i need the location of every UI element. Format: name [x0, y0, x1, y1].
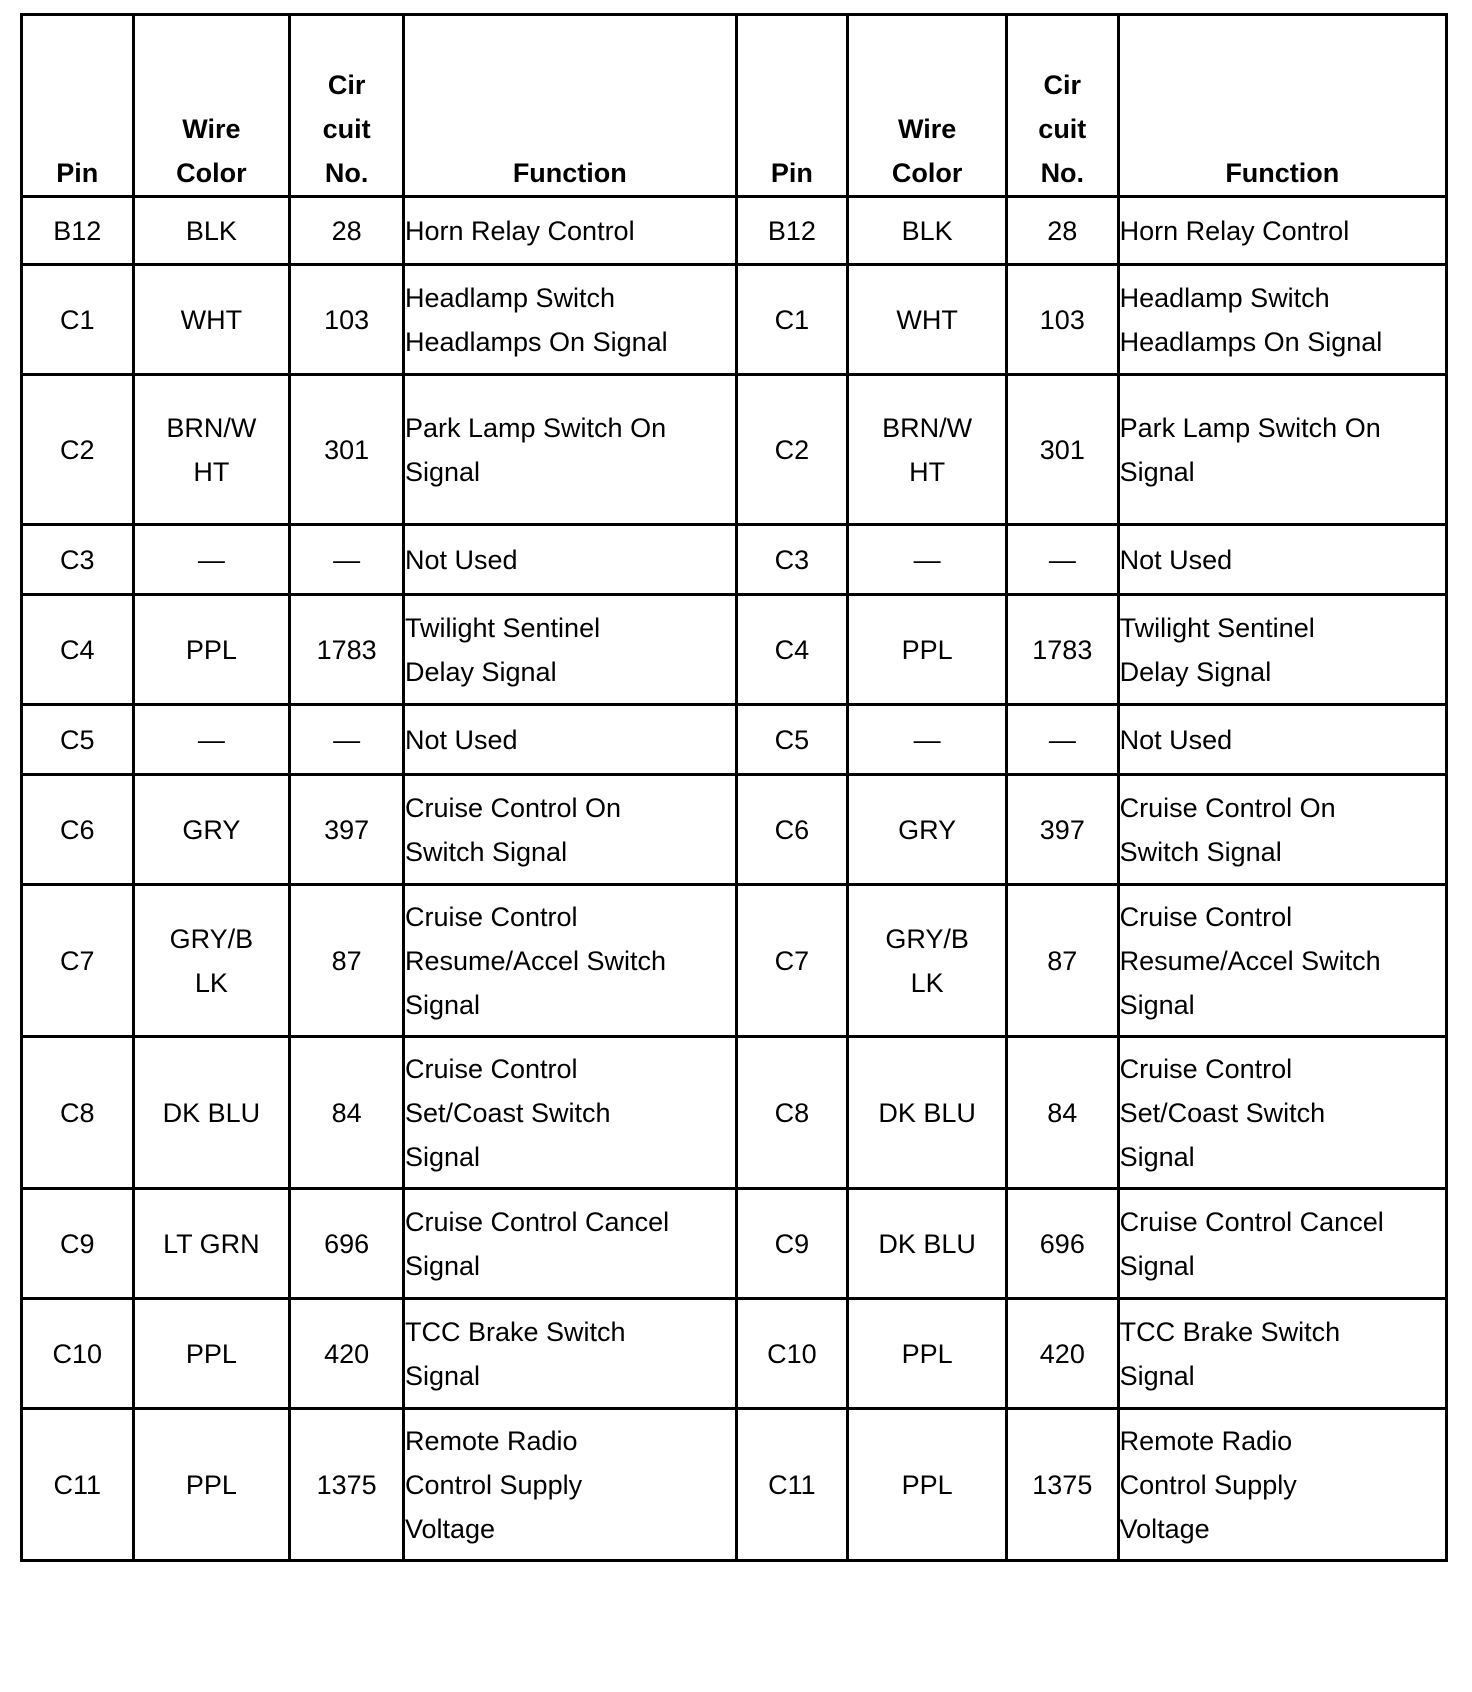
wire-color-cell-right: DK BLU [848, 1189, 1007, 1299]
circuit-no-cell-left: — [290, 705, 404, 775]
circuit-no-cell-left: 301 [290, 375, 404, 525]
function-cell-right: Cruise Control Cancel Signal [1118, 1189, 1446, 1299]
circuit-no-cell-right: 696 [1007, 1189, 1119, 1299]
circuit-no-cell-right: — [1007, 525, 1119, 595]
header-pin-left: Pin [22, 15, 134, 197]
circuit-no-cell-right: 84 [1007, 1037, 1119, 1189]
function-cell-right: Headlamp Switch Headlamps On Signal [1118, 265, 1446, 375]
circuit-no-cell-right: 103 [1007, 265, 1119, 375]
wire-color-cell-left: DK BLU [133, 1037, 290, 1189]
wire-color-cell-right: DK BLU [848, 1037, 1007, 1189]
function-cell-right: TCC Brake Switch Signal [1118, 1299, 1446, 1409]
wire-color-cell-right: — [848, 705, 1007, 775]
connector-pin-table [20, 13, 1448, 1562]
wire-color-cell-left: WHT [133, 265, 290, 375]
table-row [22, 885, 1447, 1037]
pin-cell-left: C6 [22, 775, 134, 885]
circuit-no-cell-left: 103 [290, 265, 404, 375]
circuit-no-cell-left: 84 [290, 1037, 404, 1189]
wire-color-cell-right: WHT [848, 265, 1007, 375]
pin-cell-right: C7 [736, 885, 848, 1037]
pin-cell-left: C1 [22, 265, 134, 375]
pin-cell-right: B12 [736, 197, 848, 265]
pin-cell-left: C11 [22, 1409, 134, 1561]
pin-cell-left: C8 [22, 1037, 134, 1189]
wire-color-cell-right: BLK [848, 197, 1007, 265]
wire-color-cell-right: GRY [848, 775, 1007, 885]
function-cell-right: Horn Relay Control [1118, 197, 1446, 265]
wire-color-cell-left: PPL [133, 1299, 290, 1409]
header-circuit-no-left: Cir cuit No. [290, 15, 404, 197]
table-body [22, 197, 1447, 1561]
wire-color-cell-left: GRY/B LK [133, 885, 290, 1037]
header-function-left: Function [403, 15, 736, 197]
function-cell-right: Cruise Control Set/Coast Switch Signal [1118, 1037, 1446, 1189]
table-row [22, 265, 1447, 375]
table-row [22, 197, 1447, 265]
function-cell-left: Cruise Control On Switch Signal [403, 775, 736, 885]
wire-color-cell-right: BRN/W HT [848, 375, 1007, 525]
pin-cell-right: C5 [736, 705, 848, 775]
pin-cell-right: C10 [736, 1299, 848, 1409]
pin-cell-left: C10 [22, 1299, 134, 1409]
circuit-no-cell-left: 1783 [290, 595, 404, 705]
function-cell-left: Headlamp Switch Headlamps On Signal [403, 265, 736, 375]
pin-cell-left: B12 [22, 197, 134, 265]
function-cell-left: Not Used [403, 705, 736, 775]
wire-color-cell-right: — [848, 525, 1007, 595]
wire-color-cell-right: GRY/B LK [848, 885, 1007, 1037]
circuit-no-cell-right: 420 [1007, 1299, 1119, 1409]
wire-color-cell-right: PPL [848, 1409, 1007, 1561]
wire-color-cell-left: — [133, 525, 290, 595]
table-row [22, 595, 1447, 705]
wire-color-cell-left: — [133, 705, 290, 775]
function-cell-left: TCC Brake Switch Signal [403, 1299, 736, 1409]
function-cell-left: Cruise Control Resume/Accel Switch Signal [403, 885, 736, 1037]
function-cell-left: Not Used [403, 525, 736, 595]
circuit-no-cell-left: 696 [290, 1189, 404, 1299]
function-cell-right: Twilight Sentinel Delay Signal [1118, 595, 1446, 705]
function-cell-right: Not Used [1118, 525, 1446, 595]
function-cell-right: Cruise Control On Switch Signal [1118, 775, 1446, 885]
circuit-no-cell-right: 1783 [1007, 595, 1119, 705]
circuit-no-cell-left: — [290, 525, 404, 595]
pin-cell-right: C8 [736, 1037, 848, 1189]
function-cell-left: Twilight Sentinel Delay Signal [403, 595, 736, 705]
function-cell-right: Remote Radio Control Supply Voltage [1118, 1409, 1446, 1561]
circuit-no-cell-left: 87 [290, 885, 404, 1037]
circuit-no-cell-left: 397 [290, 775, 404, 885]
function-cell-right: Cruise Control Resume/Accel Switch Signal [1118, 885, 1446, 1037]
table-row [22, 705, 1447, 775]
table-row [22, 775, 1447, 885]
wire-color-cell-left: BLK [133, 197, 290, 265]
table-row [22, 1299, 1447, 1409]
wire-color-cell-right: PPL [848, 595, 1007, 705]
header-circuit-no-right: Cir cuit No. [1007, 15, 1119, 197]
header-row [22, 15, 1447, 197]
pin-cell-left: C5 [22, 705, 134, 775]
wire-color-cell-left: PPL [133, 595, 290, 705]
table-row [22, 1409, 1447, 1561]
circuit-no-cell-left: 420 [290, 1299, 404, 1409]
table-row [22, 375, 1447, 525]
circuit-no-cell-right: 1375 [1007, 1409, 1119, 1561]
wire-color-cell-right: PPL [848, 1299, 1007, 1409]
pin-cell-right: C4 [736, 595, 848, 705]
pin-cell-right: C9 [736, 1189, 848, 1299]
circuit-no-cell-right: 397 [1007, 775, 1119, 885]
header-function-right: Function [1118, 15, 1446, 197]
wire-color-cell-left: GRY [133, 775, 290, 885]
function-cell-right: Not Used [1118, 705, 1446, 775]
pin-cell-left: C9 [22, 1189, 134, 1299]
pin-cell-right: C1 [736, 265, 848, 375]
circuit-no-cell-left: 1375 [290, 1409, 404, 1561]
function-cell-left: Park Lamp Switch On Signal [403, 375, 736, 525]
pin-cell-left: C3 [22, 525, 134, 595]
function-cell-left: Cruise Control Set/Coast Switch Signal [403, 1037, 736, 1189]
circuit-no-cell-left: 28 [290, 197, 404, 265]
function-cell-left: Remote Radio Control Supply Voltage [403, 1409, 736, 1561]
pin-cell-right: C2 [736, 375, 848, 525]
header-pin-right: Pin [736, 15, 848, 197]
circuit-no-cell-right: 301 [1007, 375, 1119, 525]
table-row [22, 1037, 1447, 1189]
function-cell-left: Cruise Control Cancel Signal [403, 1189, 736, 1299]
pin-cell-left: C7 [22, 885, 134, 1037]
pin-cell-right: C11 [736, 1409, 848, 1561]
wire-color-cell-left: LT GRN [133, 1189, 290, 1299]
header-wire-color-right: Wire Color [848, 15, 1007, 197]
pin-cell-right: C3 [736, 525, 848, 595]
pin-cell-left: C4 [22, 595, 134, 705]
wire-color-cell-left: PPL [133, 1409, 290, 1561]
function-cell-right: Park Lamp Switch On Signal [1118, 375, 1446, 525]
circuit-no-cell-right: 87 [1007, 885, 1119, 1037]
wire-color-cell-left: BRN/W HT [133, 375, 290, 525]
pin-cell-left: C2 [22, 375, 134, 525]
circuit-no-cell-right: — [1007, 705, 1119, 775]
header-wire-color-left: Wire Color [133, 15, 290, 197]
function-cell-left: Horn Relay Control [403, 197, 736, 265]
table-row [22, 525, 1447, 595]
circuit-no-cell-right: 28 [1007, 197, 1119, 265]
pin-cell-right: C6 [736, 775, 848, 885]
table-row [22, 1189, 1447, 1299]
